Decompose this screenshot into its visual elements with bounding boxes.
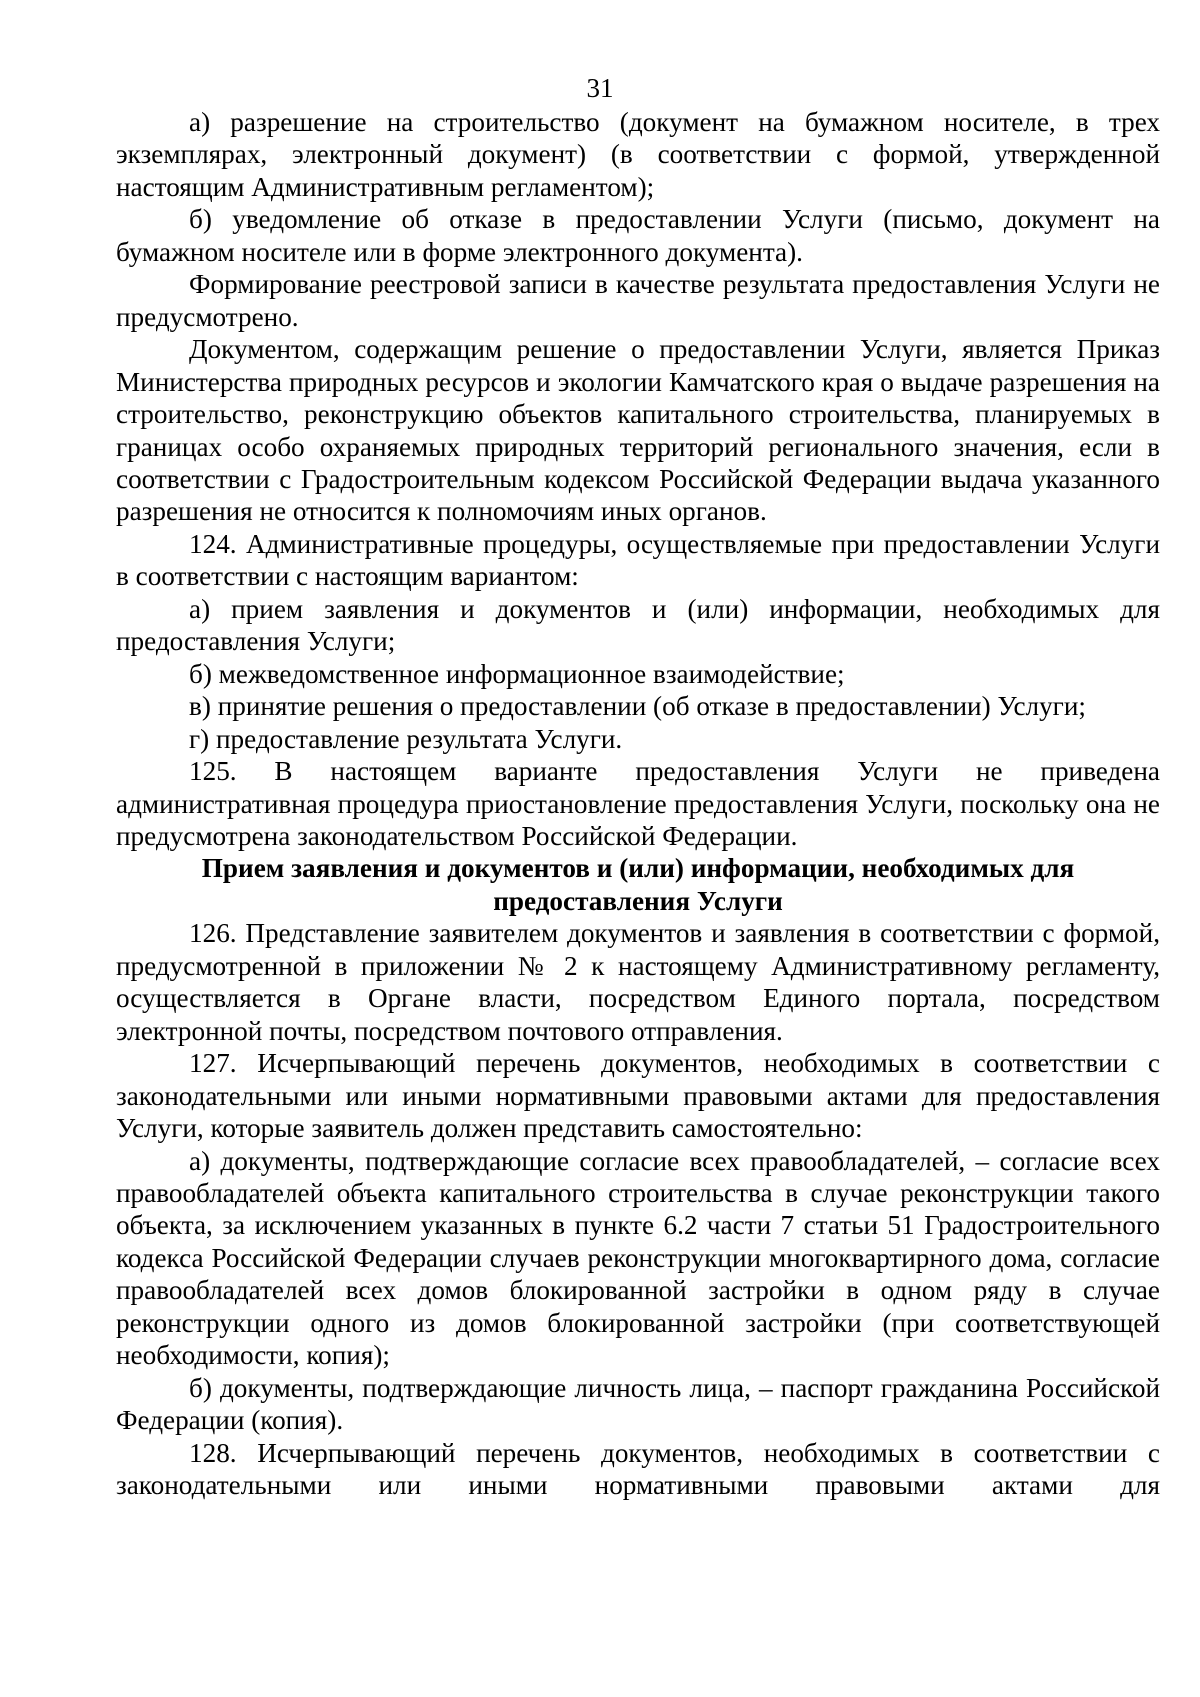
paragraph-124-g: г) предоставление результата Услуги. — [189, 723, 623, 754]
paragraph-126: 126. Представление заявителем документов и заявления в соответствии с формой, предусмотренной в приложении № 2 к настоящему Административному регламенту, осуществляется в Органе власти, посредством Единого портала, посредством электронной почты, посредством почтового отправления. — [116, 918, 1160, 1046]
paragraph-124-v: в) принятие решения о предоставлении (об отказе в предоставлении) Услуги; — [189, 691, 1086, 722]
paragraph-124-a: а) прием заявления и документов и (или) информации, необходимых для предоставления Услуги; — [116, 593, 1160, 657]
paragraph-124-b: б) межведомственное информационное взаимодействие; — [189, 658, 845, 689]
page-number: 31 — [586, 73, 614, 103]
document-body — [116, 106, 1160, 1501]
paragraph-124: 124. Административные процедуры, осуществляемые при предоставлении Услуги в соответствии с настоящим вариантом: — [116, 528, 1160, 592]
paragraph-decision-document: Документом, содержащим решение о предоставлении Услуги, является Приказ Министерства природных ресурсов и экологии Камчатского края о выдаче разрешения на строительство, реконструкцию объектов капитального строительства, планируемых в границах особо охраняемых природных территорий регионального значения, если в соответствии с Градостроительным кодексом Российской Федерации выдача указанного разрешения не относится к полномочиям иных органов. — [116, 334, 1160, 527]
paragraph-127-a: а) документы, подтверждающие согласие всех правообладателей, – согласие всех правообладателей объекта капитального строительства в случае реконструкции такого объекта, за исключением указанных в пункте 6.2 части 7 статьи 51 Градостроительного кодекса Российской Федерации случаев реконструкции многоквартирного дома, согласие правообладателей всех домов блокированной застройки в одном ряду в случае реконструкции одного из домов блокированной застройки (при соответствующей необходимости, копия); — [116, 1145, 1160, 1371]
paragraph-127: 127. Исчерпывающий перечень документов, необходимых в соответствии с законодательными или иными нормативными правовыми актами для предоставления Услуги, которые заявитель должен представить самостоятельно: — [116, 1048, 1160, 1144]
section-heading: Прием заявления и документов и (или) информации, необходимых для предоставления Услуги — [201, 853, 1075, 916]
paragraph-registry-record: Формирование реестровой записи в качестве результата предоставления Услуги не предусмотрено. — [116, 269, 1160, 332]
paragraph-127-b: б) документы, подтверждающие личность лица, – паспорт гражданина Российской Федерации (копия). — [116, 1372, 1160, 1436]
paragraph-result-permit: а) разрешение на строительство (документ на бумажном носителе, в трех экземплярах, электронный документ) (в соответствии с формой, утвержденной настоящим Административным регламентом); — [116, 107, 1160, 202]
paragraph-125: 125. В настоящем варианте предоставления Услуги не приведена административная процедура приостановление предоставления Услуги, поскольку она не предусмотрена законодательством Российской Федерации. — [116, 756, 1160, 851]
paragraph-result-refusal: б) уведомление об отказе в предоставлении Услуги (письмо, документ на бумажном носителе или в форме электронного документа). — [116, 204, 1160, 267]
paragraph-128: 128. Исчерпывающий перечень документов, необходимых в соответствии с законодательными или иными нормативными правовыми актами для — [116, 1437, 1160, 1501]
